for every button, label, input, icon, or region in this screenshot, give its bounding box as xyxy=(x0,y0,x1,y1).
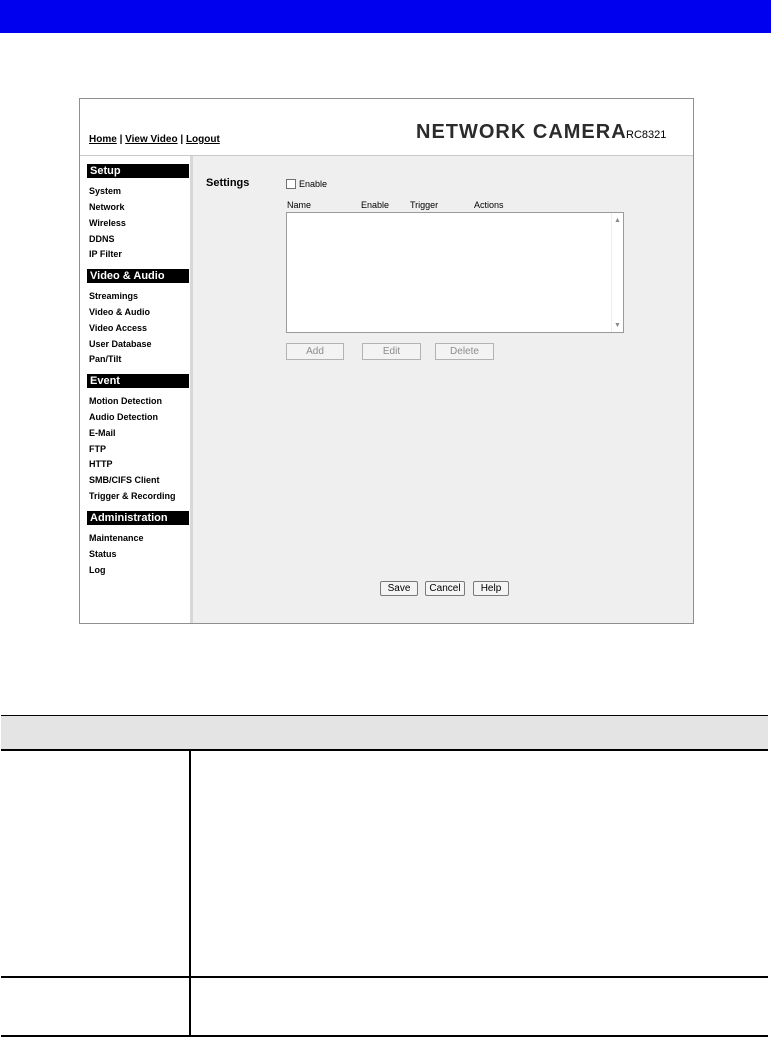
sidebar-item-trigger-recording[interactable]: Trigger & Recording xyxy=(89,491,176,501)
top-banner xyxy=(0,0,771,33)
help-button[interactable]: Help xyxy=(473,581,509,596)
column-header-trigger: Trigger xyxy=(410,200,439,210)
sidebar-item-email[interactable]: E-Mail xyxy=(89,428,116,438)
sidebar-item-status[interactable]: Status xyxy=(89,549,117,559)
sidebar-item-video-audio[interactable]: Video & Audio xyxy=(89,307,151,317)
sidebar-section-event: Event xyxy=(87,374,189,388)
list-scrollbar[interactable] xyxy=(611,213,623,332)
sidebar-item-maintenance[interactable]: Maintenance xyxy=(89,533,144,543)
table-row-divider xyxy=(1,976,768,978)
sidebar-item-motion-detection[interactable]: Motion Detection xyxy=(89,396,162,406)
sidebar-item-user-database[interactable]: User Database xyxy=(89,339,152,349)
sidebar-item-ip-filter[interactable]: IP Filter xyxy=(89,249,122,259)
sidebar-section-setup: Setup xyxy=(87,164,189,178)
sidebar-section-video-audio: Video & Audio xyxy=(87,269,189,283)
table-bottom-border xyxy=(1,1035,768,1037)
column-header-actions: Actions xyxy=(474,200,504,210)
enable-checkbox[interactable] xyxy=(286,179,296,189)
model-number: RC8321 xyxy=(626,129,667,141)
sidebar-item-video-access[interactable]: Video Access xyxy=(89,323,148,333)
sidebar-item-wireless[interactable]: Wireless xyxy=(89,218,126,228)
cancel-button[interactable]: Cancel xyxy=(425,581,465,596)
camera-web-ui xyxy=(79,98,694,624)
sidebar-item-log[interactable]: Log xyxy=(89,565,106,575)
home-link[interactable]: Home xyxy=(89,134,117,145)
view-video-link[interactable]: View Video xyxy=(125,134,178,145)
description-table xyxy=(1,715,768,1037)
settings-label: Settings xyxy=(206,177,250,189)
sidebar-item-system[interactable]: System xyxy=(89,186,122,196)
trigger-list[interactable] xyxy=(286,212,624,333)
column-header-name: Name xyxy=(287,200,312,210)
scroll-up-icon[interactable]: ▲ xyxy=(614,217,621,224)
delete-button[interactable]: Delete xyxy=(435,343,494,360)
sidebar-item-http[interactable]: HTTP xyxy=(89,459,113,469)
logout-link[interactable]: Logout xyxy=(185,134,220,145)
enable-checkbox-row xyxy=(286,179,327,189)
enable-checkbox-label: Enable xyxy=(299,179,328,189)
sidebar-item-ddns[interactable]: DDNS xyxy=(89,234,115,244)
column-header-enable: Enable xyxy=(361,200,390,210)
sidebar-item-streamings[interactable]: Streamings xyxy=(89,291,139,301)
scroll-down-icon[interactable]: ▼ xyxy=(614,322,621,329)
edit-button[interactable]: Edit xyxy=(362,343,421,360)
ui-header xyxy=(80,99,693,156)
sidebar-section-administration: Administration xyxy=(87,511,189,525)
brand-title: NETWORK CAMERA xyxy=(416,121,627,143)
sidebar-item-smb-cifs-client[interactable]: SMB/CIFS Client xyxy=(89,475,160,485)
add-button[interactable]: Add xyxy=(286,343,344,360)
table-column-divider xyxy=(189,751,191,1037)
table-header xyxy=(1,715,768,751)
sidebar xyxy=(80,156,193,624)
sidebar-item-network[interactable]: Network xyxy=(89,202,125,212)
sidebar-item-pan-tilt[interactable]: Pan/Tilt xyxy=(89,354,122,364)
save-button[interactable]: Save xyxy=(380,581,418,596)
header-links: Home | View Video | Logout xyxy=(89,134,220,145)
sidebar-item-ftp[interactable]: FTP xyxy=(89,444,106,454)
sidebar-item-audio-detection[interactable]: Audio Detection xyxy=(89,412,158,422)
